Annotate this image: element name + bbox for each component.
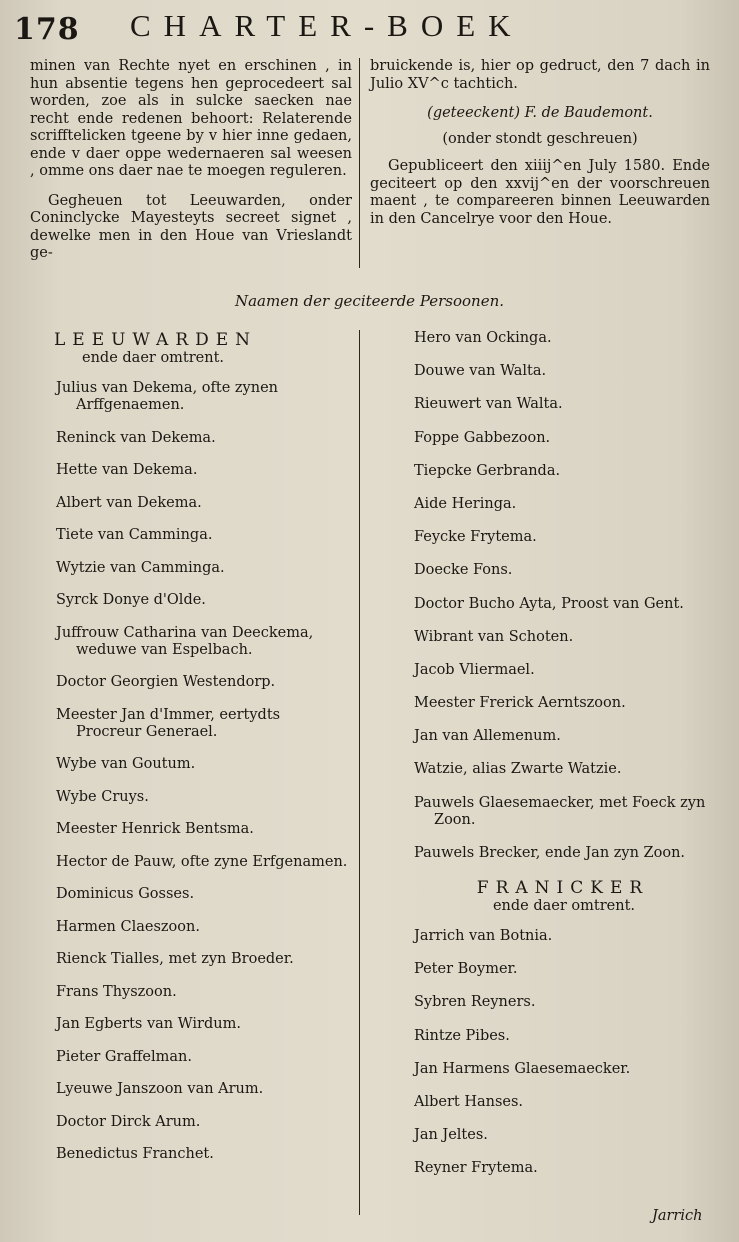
catchword: Jarrich [652,1208,703,1224]
list-item: Syrck Donye d'Olde. [56,592,206,608]
list-item: Julius van Dekema, ofte zynen Arffgenaemen. [56,380,278,413]
list-item: Doctor Georgien Westendorp. [56,674,276,690]
page-number: 178 [14,12,80,47]
list-item: Reninck van Dekema. [56,429,216,446]
list-item: Jan Harmens Glaesemaecker. [414,1060,631,1077]
list-item: Douwe van Walta. [414,363,547,380]
list-item: Hero van Ockinga. [414,330,552,346]
list-item: Doctor Bucho Ayta, Proost van Gent. [414,595,684,612]
list-item: Foppe Gabbezoon. [414,429,551,446]
list-item: Sybren Reyners. [414,994,536,1011]
list-item: Pauwels Glaesemaecker, met Foeck zyn Zoon. [414,794,706,828]
list-item: Wybe van Goutum. [56,756,196,772]
signature-line: (geteeckent) F. de Baudemont. [427,105,653,121]
town-subheading: ende daer omtrent. [82,350,225,366]
list-item: Rieuwert van Walta. [414,396,563,413]
list-item: Feycke Frytema. [414,529,537,546]
list-item: Lyeuwe Janszoon van Arum. [56,1081,264,1097]
name-group-leeuwarden-cont [414,330,714,862]
list-item: Rienck Tialles, met zyn Broeder. [56,951,294,967]
list-item: Wibrant van Schoten. [414,628,574,645]
list-item: Harmen Claeszoon. [56,918,200,935]
list-item: Juffrouw Catharina van Deeckema, weduwe van Espelbach. [56,624,314,658]
list-item: Albert Hanses. [414,1093,524,1110]
list-item: Meester Frerick Aerntszoon. [414,695,626,712]
list-item: Hette van Dekema. [56,462,198,478]
column-divider-list [359,330,360,1215]
list-item: Meester Jan d'Immer, eertydts Procreur Generael. [56,706,281,740]
list-item: Tiepcke Gerbranda. [414,462,561,479]
list-item: Meester Henrick Bentsma. [56,821,254,837]
list-item: Tiete van Camminga. [56,527,213,543]
column-divider-top [359,58,360,268]
list-item: Doctor Dirck Arum. [56,1113,201,1130]
list-item: Albert van Dekema. [56,494,202,511]
list-item: Jan Egberts van Wirdum. [56,1016,241,1032]
left-paragraph-2: Gegheuen tot Leeuwarden, onder Coninclycke Mayesteyts secreet signet , dewelke men in den Houe van Vrieslandt ge- [30,192,352,261]
list-item: Peter Boymer. [414,961,518,978]
subscript-line: (onder stondt geschreuen) [442,130,638,147]
list-item: Reyner Frytema. [414,1160,538,1177]
right-paragraph-2: Gepubliceert den xiiij^en July 1580. Ende geciteert op den xxvij^en der voorschreuen maent , te compareeren binnen Leeuwarden in den Cancelrye voor den Houe. [370,158,710,227]
list-item: Aide Heringa. [414,495,517,512]
list-item: Watzie, alias Zwarte Watzie. [414,761,622,778]
list-item: Wybe Cruys. [56,788,149,805]
name-list-left [56,330,348,1179]
town-heading-leeuwarden: LEEUWARDEN [54,330,258,350]
right-text-column [370,58,710,240]
list-item: Pauwels Brecker, ende Jan zyn Zoon. [414,844,686,861]
list-item: Jacob Vliermael. [414,661,535,678]
town-heading-franicker: FRANICKER [476,878,650,898]
list-item: Jarrich van Botnia. [414,928,553,944]
name-list-right [414,330,714,1194]
left-text-column [30,58,352,275]
right-paragraph-1: bruickende is, hier op gedruct, den 7 dach in Julio XV^c tachtich. [370,58,710,92]
town-subheading: ende daer omtrent. [492,898,636,914]
list-item: Hector de Pauw, ofte zyne Erfgenamen. [56,853,348,870]
names-heading: Naamen der geciteerde Persoonen. [234,292,505,310]
list-item: Jan van Allemenum. [414,728,561,745]
list-item: Doecke Fons. [414,562,513,579]
list-item: Wytzie van Camminga. [56,559,225,576]
list-item: Frans Thyszoon. [56,983,177,1000]
list-item: Dominicus Gosses. [56,886,195,902]
name-group-franicker [414,928,714,1177]
list-item: Pieter Graffelman. [56,1048,192,1065]
page-header [10,4,730,48]
left-paragraph-1: minen van Rechte nyet en erschinen , in hun absentie tegens hen geprocedeert sal worden, zoe als in sulcke saecken nae recht ende redenen behoort: Relaterende scrifftelicken tgeene by v hier inne gedaen, ende v daer oppe wedernaeren sal weesen , omme ons daer nae te moegen reguleren. [30,58,352,179]
running-title: CHARTER-BOEK [130,8,524,43]
list-item: Benedictus Franchet. [56,1146,214,1162]
list-item: Rintze Pibes. [414,1027,510,1044]
list-item: Jan Jeltes. [414,1127,488,1144]
